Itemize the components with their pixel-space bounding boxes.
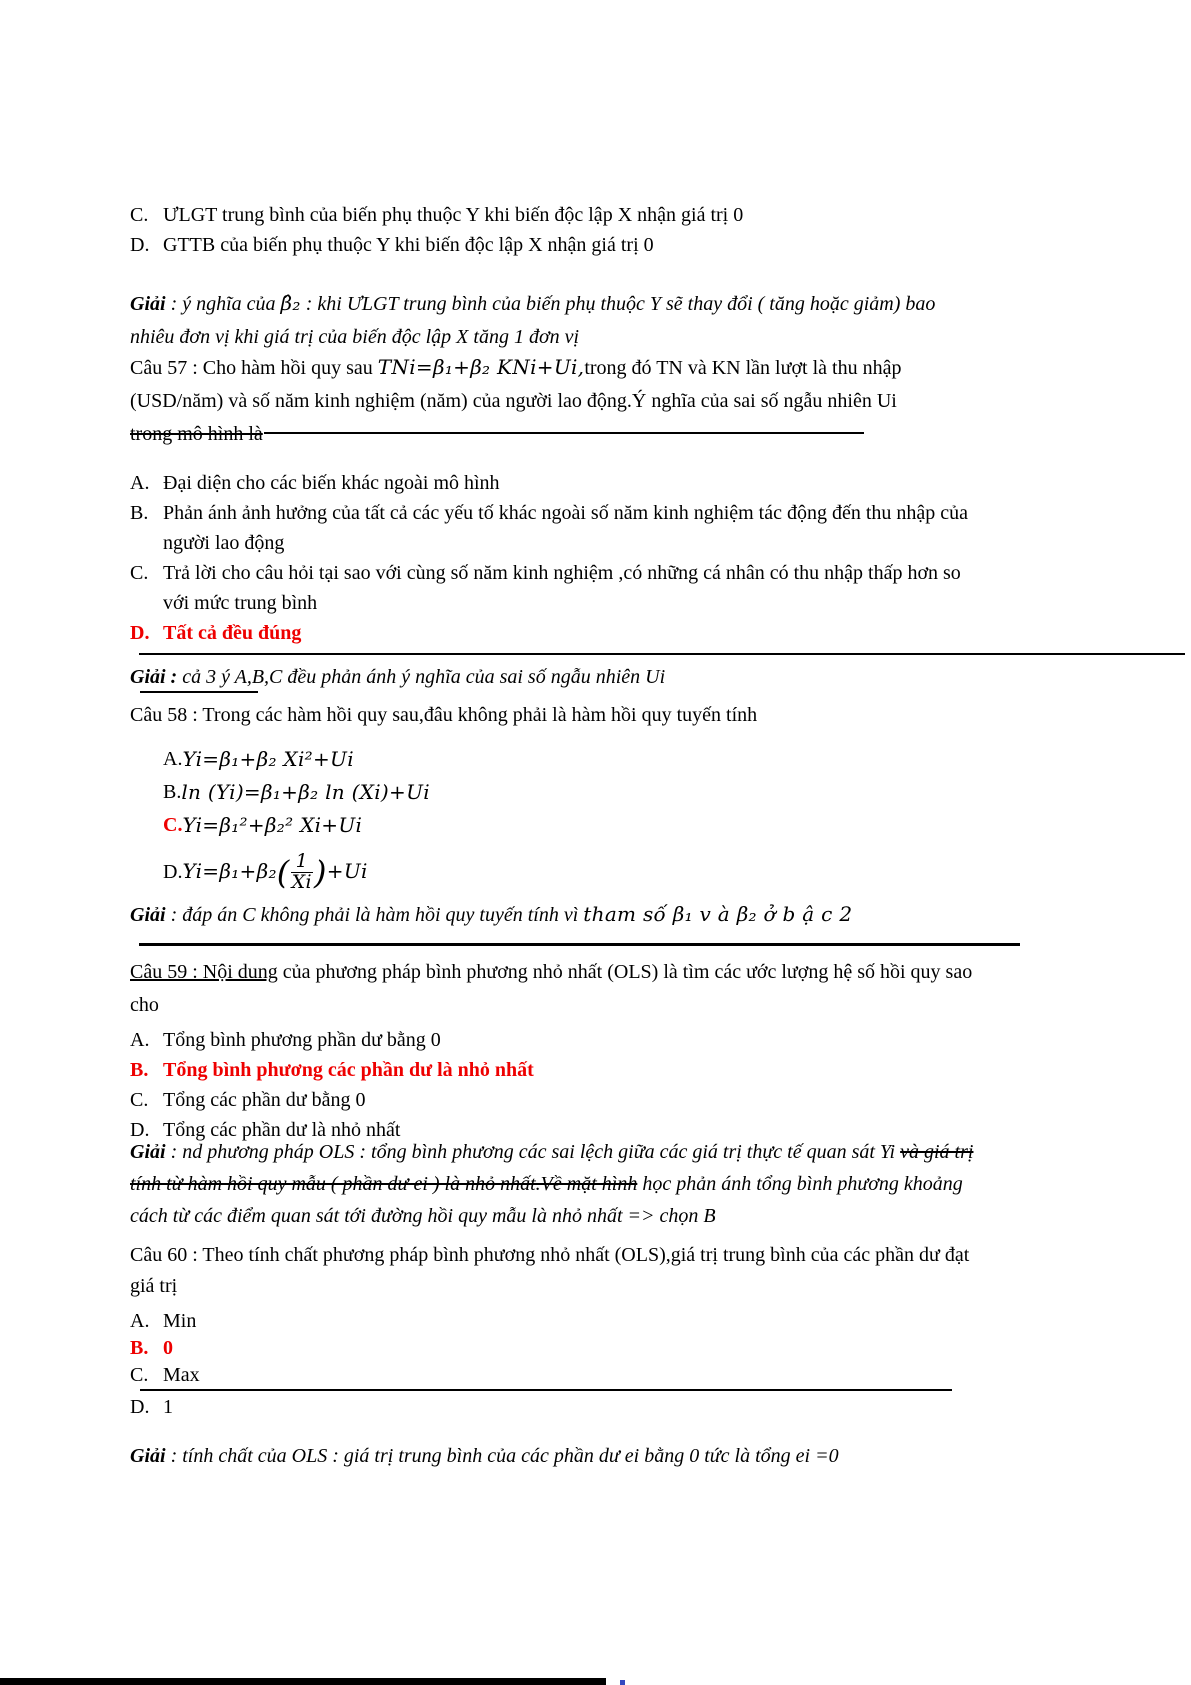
short-underline-rule <box>140 691 258 693</box>
option-row-correct <box>163 808 1011 841</box>
option-letter: C. <box>163 813 183 836</box>
horizontal-rule <box>140 1389 952 1391</box>
question-57-options <box>130 468 978 648</box>
option-formula: ln (Yi)=β₁+β₂ ln (Xi)+Ui <box>181 779 430 804</box>
formula-pre: Yi=β₁+β₂ <box>182 858 277 883</box>
question-57 <box>130 351 978 451</box>
option-letter: D. <box>130 234 150 256</box>
option-letter: B. <box>130 1059 149 1081</box>
question-60-title: Câu 60 : Theo tính chất phương pháp bình phương nhỏ nhất (OLS),giá trị trung bình của các phần dư đạt giá trị <box>130 1244 970 1297</box>
option-text: Tổng bình phương các phần dư là nhỏ nhất <box>163 1059 534 1081</box>
explanation-lead: Giải <box>130 1141 166 1163</box>
explanation-text: : nd phương pháp OLS : tổng bình phương các sai lệch giữa các giá trị thực tế quan sát Yi <box>165 1141 901 1163</box>
open-paren: ( <box>276 853 290 891</box>
option-row <box>130 468 978 498</box>
option-row <box>163 775 1011 808</box>
previous-question-options <box>130 200 978 260</box>
option-letter: A. <box>163 747 183 770</box>
option-letter: A. <box>130 1310 150 1332</box>
question-60-option-d <box>130 1394 978 1421</box>
option-letter: D. <box>130 1396 150 1418</box>
option-letter: C. <box>130 1089 149 1111</box>
question-59 <box>130 956 978 1022</box>
option-letter: B. <box>130 502 149 524</box>
explanation-text: học phản ánh tổng bình phương khoảng cách từ các điểm quan sát tới đường hồi quy mẫu là nhỏ nhất => chọn B <box>130 1173 963 1227</box>
option-row <box>130 1025 978 1055</box>
bottom-page-bar <box>0 1678 606 1685</box>
explanation-60 <box>130 1440 978 1473</box>
option-text: Phản ánh ảnh hưởng của tất cả các yếu tố khác ngoài số năm kinh nghiệm tác động đến thu nhập của người lao động <box>163 502 969 554</box>
explanation-text: : khi ƯLGT trung bình của biến phụ thuộc Y sẽ thay đổi ( tăng hoặc giảm) bao nhiêu đơn vị khi giá trị của biến độc lập X tăng 1 đơn vị <box>130 293 936 348</box>
question-58-title: Câu 58 : Trong các hàm hồi quy sau,đâu không phải là hàm hồi quy tuyến tính <box>130 704 758 726</box>
formula-post: +Ui <box>326 858 368 883</box>
option-letter: D. <box>130 1119 150 1141</box>
question-59-title: của phương pháp bình phương nhỏ nhất (OLS) là tìm các ước lượng hệ số hồi quy sao cho <box>130 961 973 1016</box>
option-row <box>130 498 978 558</box>
option-text: Min <box>163 1310 197 1332</box>
option-letter: A. <box>130 1029 150 1051</box>
option-letter: A. <box>130 472 150 494</box>
explanation-lead: Giải <box>130 293 166 315</box>
explanation-lead: Giải <box>130 1445 166 1467</box>
option-text: 0 <box>163 1337 173 1359</box>
horizontal-rule <box>139 653 1185 655</box>
option-text: Max <box>163 1364 200 1386</box>
option-row <box>130 1085 978 1115</box>
question-59-title-underlined: Câu 59 : Nội dung <box>130 961 278 983</box>
fraction-denominator: Xi <box>291 870 312 893</box>
option-text: Tổng các phần dư là nhỏ nhất <box>163 1119 401 1141</box>
option-letter: D. <box>163 861 183 883</box>
explanation-formula: tham số β₁ v à β₂ ở b ậ c 2 <box>583 902 853 926</box>
option-letter: C. <box>130 204 149 226</box>
option-row <box>130 1394 978 1421</box>
question-59-options <box>130 1025 978 1145</box>
strike-extension-line <box>264 432 864 434</box>
explanation-57 <box>130 661 978 694</box>
fraction <box>291 849 313 893</box>
option-text: GTTB của biến phụ thuộc Y khi biến độc lập X nhận giá trị 0 <box>163 234 654 256</box>
option-row-correct <box>130 1335 978 1362</box>
option-letter: C. <box>130 1364 149 1386</box>
option-row-correct <box>130 1055 978 1085</box>
option-letter: C. <box>130 562 149 584</box>
explanation-text: : tính chất của OLS : giá trị trung bình của các phần dư ei bằng 0 tức là tổng ei =0 <box>165 1445 839 1467</box>
option-text: Tổng các phần dư bằng 0 <box>163 1089 366 1111</box>
question-57-formula: TNi=β₁+β₂ KNi+Ui, <box>377 355 585 379</box>
option-text: Đại diện cho các biến khác ngoài mô hình <box>163 472 500 494</box>
option-row <box>163 742 1011 775</box>
option-text: Trả lời cho câu hỏi tại sao với cùng số năm kinh nghiệm ,có những cá nhân có thu nhập thấp hơn so với mức trung bình <box>163 562 961 614</box>
option-formula-with-fraction <box>182 849 368 893</box>
page-artifact-dot <box>620 1680 625 1685</box>
option-row <box>130 230 978 260</box>
option-row-correct <box>130 618 978 648</box>
option-text: Tổng bình phương phần dư bằng 0 <box>163 1029 441 1051</box>
question-57-intro: Câu 57 : Cho hàm hồi quy sau <box>130 357 378 379</box>
explanation-lead: Giải <box>130 904 166 926</box>
option-letter: D. <box>130 622 150 644</box>
explanation-59 <box>130 1136 978 1232</box>
explanation-struck-text: và giá trị tính từ hàm hồi quy mẫu ( phần dư ei ) là nhỏ nhất.Về mặt hình <box>130 1141 974 1195</box>
explanation-text: : đáp án C không phải là hàm hồi quy tuyến tính vì <box>165 904 584 926</box>
option-row <box>130 1308 978 1335</box>
question-57-text: trong đó TN và KN lần lượt là thu nhập (USD/năm) và số năm kinh nghiệm (năm) của người lao động.Ý nghĩa của sai số ngẫu nhiên Ui <box>130 357 902 412</box>
question-58 <box>130 699 978 732</box>
explanation-text: cả 3 ý A,B,C đều phản ánh ý nghĩa của sai số ngẫu nhiên Ui <box>177 666 666 688</box>
beta-hat-symbol: β̂₂ <box>280 291 301 315</box>
option-text: Tất cả đều đúng <box>163 622 302 644</box>
explanation-text: : ý nghĩa của <box>165 293 281 315</box>
option-formula: Yi=β₁²+β₂² Xi+Ui <box>182 812 363 837</box>
explanation-58 <box>130 898 978 932</box>
option-letter: B. <box>130 1337 149 1359</box>
option-row <box>130 1362 978 1389</box>
explanation-lead: Giải : <box>130 666 178 688</box>
explanation-56 <box>130 287 978 354</box>
option-formula: Yi=β₁+β₂ Xi²+Ui <box>182 746 354 771</box>
question-58-options <box>130 742 1011 901</box>
option-text: 1 <box>163 1396 173 1418</box>
close-paren: ) <box>313 853 327 891</box>
horizontal-rule <box>139 943 1020 946</box>
question-57-struck-line <box>130 418 978 451</box>
option-row <box>163 843 1011 901</box>
fraction-numerator: 1 <box>291 852 313 873</box>
option-letter: B. <box>163 780 182 803</box>
option-text: ƯLGT trung bình của biến phụ thuộc Y khi biến độc lập X nhận giá trị 0 <box>163 204 744 226</box>
option-row <box>130 200 978 230</box>
question-60-options <box>130 1308 978 1389</box>
question-60 <box>130 1240 978 1302</box>
struck-text: trong mô hình là <box>130 423 263 445</box>
option-row <box>130 558 978 618</box>
